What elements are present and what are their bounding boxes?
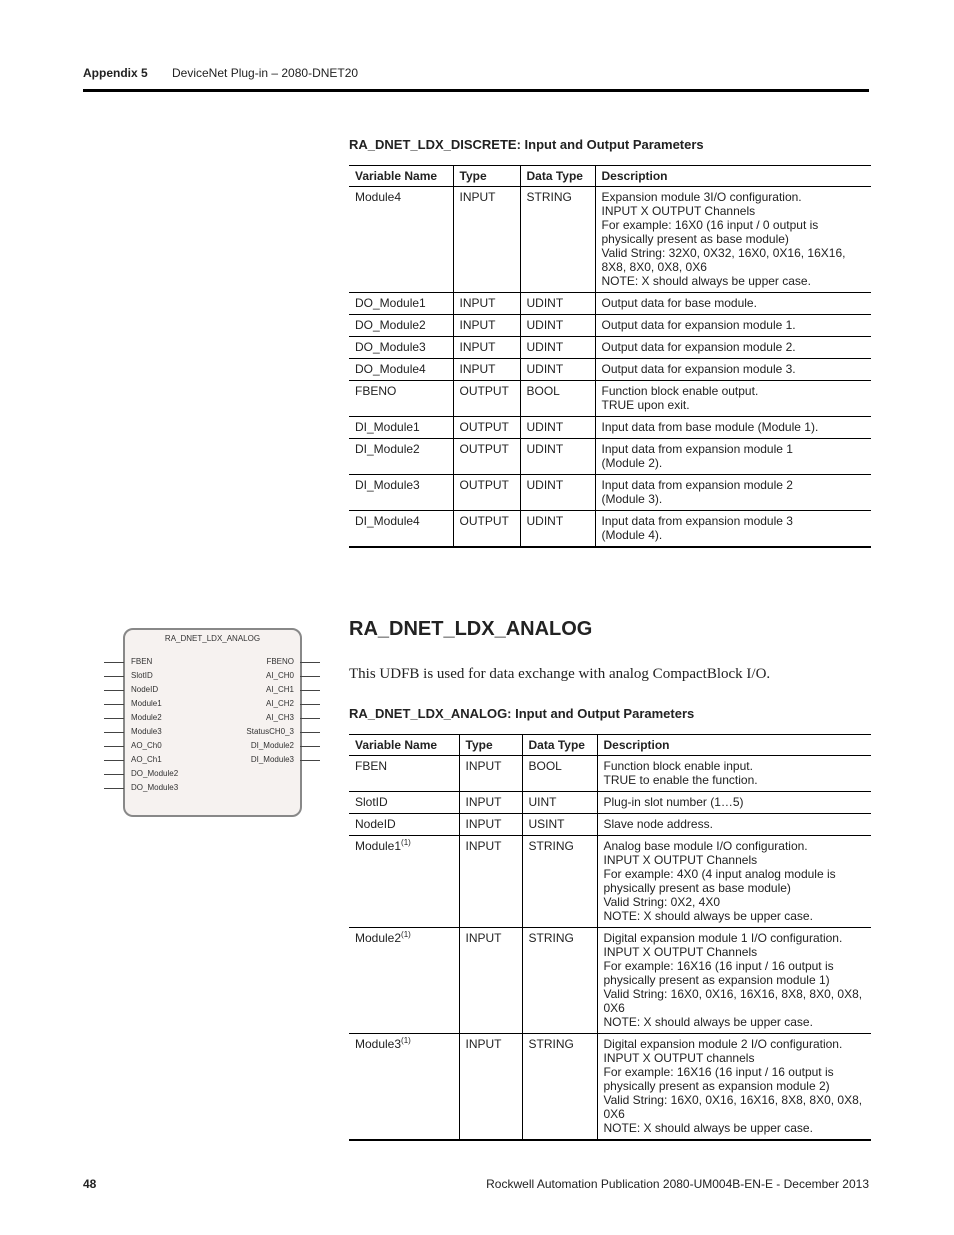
input-pin-line — [104, 788, 124, 789]
description-cell — [595, 417, 871, 439]
description-line: NOTE: X should always be upper case. — [603, 1121, 813, 1135]
data-type-cell: STRING — [520, 187, 595, 293]
variable-name-cell — [349, 337, 453, 359]
type-cell: INPUT — [459, 756, 522, 792]
column-header: Type — [459, 735, 522, 756]
description-line: Function block enable input. — [603, 759, 753, 773]
variable-name: DI_Module4 — [355, 514, 420, 528]
table-row — [349, 1034, 871, 1141]
table-row — [349, 928, 871, 1034]
input-pin-label: DO_Module3 — [131, 783, 179, 792]
description-cell — [595, 511, 871, 548]
input-pin-label: Module3 — [131, 727, 162, 736]
data-type-cell: UDINT — [520, 359, 595, 381]
header-rule — [83, 89, 869, 92]
description-line: Output data for expansion module 2. — [601, 340, 796, 354]
input-pin-label: AO_Ch1 — [131, 755, 162, 764]
variable-name-cell — [349, 417, 453, 439]
variable-name: DO_Module1 — [355, 296, 426, 310]
table-row — [349, 756, 871, 792]
variable-name: FBENO — [355, 384, 397, 398]
variable-name: DI_Module3 — [355, 478, 420, 492]
description-line: For example: 16X16 (16 input / 16 output is physically present as expansion module 1) — [603, 959, 834, 987]
description-line: Slave node address. — [603, 817, 713, 831]
description-line: INPUT X OUTPUT Channels — [603, 945, 758, 959]
description-cell — [595, 475, 871, 511]
section-title: RA_DNET_LDX_ANALOG — [349, 618, 593, 640]
description-cell — [595, 337, 871, 359]
footnote-ref: (1) — [401, 838, 411, 847]
description-line: Input data from expansion module 3 — [601, 514, 793, 528]
description-line: NOTE: X should always be upper case. — [603, 1015, 813, 1029]
description-line: (Module 4). — [601, 528, 663, 542]
data-type-cell: UDINT — [520, 417, 595, 439]
output-pin-label: AI_CH3 — [265, 713, 294, 722]
description-line: Input data from expansion module 1 — [601, 442, 793, 456]
variable-name: Module2 — [355, 931, 402, 945]
variable-name-cell — [349, 381, 453, 417]
description-line: For example: 16X16 (16 input / 16 output is physically present as expansion module 2) — [603, 1065, 834, 1093]
description-cell — [597, 756, 871, 792]
type-cell: INPUT — [453, 315, 520, 337]
variable-name: DO_Module4 — [355, 362, 426, 376]
output-pin-label: DI_Module2 — [250, 741, 294, 750]
variable-name-cell — [349, 315, 453, 337]
data-type-cell: UDINT — [520, 293, 595, 315]
description-line: Output data for expansion module 1. — [601, 318, 796, 332]
table-row — [349, 417, 871, 439]
description-line: Expansion module 3I/O configuration. — [601, 190, 802, 204]
header-title: DeviceNet Plug-in – 2080-DNET20 — [172, 66, 359, 80]
description-cell — [595, 359, 871, 381]
variable-name: Module1 — [355, 839, 402, 853]
type-cell: OUTPUT — [453, 475, 520, 511]
description-line: Valid String: 16X0, 0X16, 16X16, 8X8, 8X0, 0X8, 0X6 — [603, 1093, 863, 1121]
description-line: For example: 16X0 (16 input / 0 output is physically present as base module) — [601, 218, 819, 246]
variable-name: Module3 — [355, 1037, 402, 1051]
description-cell — [597, 1034, 871, 1141]
output-pin-line — [300, 732, 320, 733]
data-type-cell: UDINT — [520, 315, 595, 337]
column-header: Description — [597, 735, 871, 756]
description-cell — [595, 293, 871, 315]
variable-name-cell — [349, 359, 453, 381]
input-pin-line — [104, 676, 124, 677]
description-line: Function block enable output. — [601, 384, 759, 398]
data-type-cell: UDINT — [520, 475, 595, 511]
description-cell — [597, 928, 871, 1034]
variable-name-cell — [349, 475, 453, 511]
output-pin-line — [300, 676, 320, 677]
output-pin-line — [300, 746, 320, 747]
variable-name-cell — [349, 1034, 459, 1141]
description-line: INPUT X OUTPUT Channels — [603, 853, 758, 867]
input-pin-line — [104, 718, 124, 719]
variable-name-cell — [349, 511, 453, 548]
table-row — [349, 315, 871, 337]
table-row — [349, 293, 871, 315]
input-pin-label: FBEN — [131, 657, 153, 666]
table-row — [349, 187, 871, 293]
output-pin-line — [300, 690, 320, 691]
variable-name-cell — [349, 814, 459, 836]
type-cell: INPUT — [459, 1034, 522, 1141]
data-type-cell: STRING — [522, 1034, 597, 1141]
input-pin-line — [104, 704, 124, 705]
description-cell — [597, 792, 871, 814]
description-line: (Module 3). — [601, 492, 663, 506]
variable-name: FBEN — [355, 759, 388, 773]
description-line: For example: 4X0 (4 input analog module is physically present as base module) — [603, 867, 836, 895]
input-pin-line — [104, 732, 124, 733]
type-cell: INPUT — [459, 836, 522, 928]
variable-name: DO_Module2 — [355, 318, 426, 332]
type-cell: INPUT — [453, 293, 520, 315]
footnote-ref: (1) — [401, 1036, 411, 1045]
input-pin-line — [104, 746, 124, 747]
analog-parameters-table — [349, 734, 871, 1141]
type-cell: INPUT — [459, 814, 522, 836]
description-line: INPUT X OUTPUT channels — [603, 1051, 755, 1065]
table-row — [349, 359, 871, 381]
description-line: TRUE upon exit. — [601, 398, 690, 412]
description-line: Digital expansion module 2 I/O configuration. — [603, 1037, 843, 1051]
table-row — [349, 439, 871, 475]
variable-name-cell — [349, 293, 453, 315]
output-pin-label: DI_Module3 — [250, 755, 294, 764]
description-cell — [597, 814, 871, 836]
description-line: Valid String: 16X0, 0X16, 16X16, 8X8, 8X0, 0X8, 0X6 — [603, 987, 863, 1015]
data-type-cell: UDINT — [520, 337, 595, 359]
input-pin-line — [104, 760, 124, 761]
function-block-title: RA_DNET_LDX_ANALOG — [164, 634, 261, 643]
function-block-diagram — [123, 628, 302, 817]
variable-name: DI_Module1 — [355, 420, 420, 434]
input-pin-line — [104, 690, 124, 691]
publication-info: Rockwell Automation Publication 2080-UM004B-EN-E - December 2013 — [486, 1177, 869, 1191]
type-cell: OUTPUT — [453, 417, 520, 439]
description-line: INPUT X OUTPUT Channels — [601, 204, 756, 218]
table2-caption: RA_DNET_LDX_ANALOG: Input and Output Parameters — [349, 706, 695, 721]
table-row — [349, 475, 871, 511]
type-cell: INPUT — [453, 187, 520, 293]
output-pin-label: AI_CH1 — [265, 685, 294, 694]
input-pin-line — [104, 662, 124, 663]
data-type-cell: BOOL — [522, 756, 597, 792]
page-number: 48 — [83, 1177, 97, 1191]
description-line: NOTE: X should always be upper case. — [603, 909, 813, 923]
description-cell — [595, 439, 871, 475]
description-line: Output data for expansion module 3. — [601, 362, 796, 376]
discrete-parameters-table — [349, 165, 871, 548]
description-cell — [595, 315, 871, 337]
column-header: Data Type — [520, 166, 595, 187]
input-pin-label: NodeID — [131, 685, 159, 694]
output-pin-line — [300, 704, 320, 705]
variable-name-cell — [349, 792, 459, 814]
output-pin-label: AI_CH0 — [265, 671, 294, 680]
column-header: Type — [453, 166, 520, 187]
data-type-cell: STRING — [522, 836, 597, 928]
description-line: Input data from expansion module 2 — [601, 478, 793, 492]
appendix-label: Appendix 5 — [83, 66, 148, 80]
description-line: Valid String: 0X2, 4X0 — [603, 895, 721, 909]
description-line: Digital expansion module 1 I/O configuration. — [603, 931, 843, 945]
output-pin-label: FBENO — [266, 657, 294, 666]
type-cell: INPUT — [459, 792, 522, 814]
type-cell: OUTPUT — [453, 381, 520, 417]
variable-name-cell — [349, 439, 453, 475]
footnote-ref: (1) — [401, 930, 411, 939]
description-cell — [595, 187, 871, 293]
description-cell — [597, 836, 871, 928]
variable-name-cell — [349, 756, 459, 792]
output-pin-label: StatusCH0_3 — [246, 727, 294, 736]
description-line: NOTE: X should always be upper case. — [601, 274, 811, 288]
data-type-cell: UDINT — [520, 439, 595, 475]
column-header: Description — [595, 166, 871, 187]
description-line: Analog base module I/O configuration. — [603, 839, 808, 853]
description-line: Plug-in slot number (1…5) — [603, 795, 744, 809]
input-pin-label: DO_Module2 — [131, 769, 179, 778]
variable-name: DO_Module3 — [355, 340, 426, 354]
data-type-cell: UINT — [522, 792, 597, 814]
data-type-cell: STRING — [522, 928, 597, 1034]
description-line: TRUE to enable the function. — [603, 773, 758, 787]
table-row — [349, 337, 871, 359]
column-header: Variable Name — [349, 735, 459, 756]
table-row — [349, 792, 871, 814]
output-pin-line — [300, 760, 320, 761]
input-pin-line — [104, 774, 124, 775]
description-cell — [595, 381, 871, 417]
output-pin-line — [300, 718, 320, 719]
input-pin-label: Module2 — [131, 713, 162, 722]
input-pin-label: Module1 — [131, 699, 162, 708]
variable-name-cell — [349, 187, 453, 293]
data-type-cell: UDINT — [520, 511, 595, 548]
description-line: Output data for base module. — [601, 296, 757, 310]
description-line: Input data from base module (Module 1). — [601, 420, 819, 434]
variable-name: SlotID — [355, 795, 388, 809]
column-header: Data Type — [522, 735, 597, 756]
input-pin-label: AO_Ch0 — [131, 741, 162, 750]
data-type-cell: USINT — [522, 814, 597, 836]
description-line: Valid String: 32X0, 0X32, 16X0, 0X16, 16X16, 8X8, 8X0, 0X8, 0X6 — [601, 246, 846, 274]
table-row — [349, 836, 871, 928]
type-cell: OUTPUT — [453, 439, 520, 475]
type-cell: INPUT — [453, 359, 520, 381]
table-row — [349, 814, 871, 836]
table-row — [349, 381, 871, 417]
variable-name: Module4 — [355, 190, 402, 204]
table-row — [349, 511, 871, 548]
variable-name: NodeID — [355, 817, 396, 831]
output-pin-line — [300, 662, 320, 663]
variable-name-cell — [349, 928, 459, 1034]
description-line: (Module 2). — [601, 456, 663, 470]
input-pin-label: SlotID — [131, 671, 153, 680]
section-intro: This UDFB is used for data exchange with analog CompactBlock I/O. — [349, 666, 771, 682]
variable-name: DI_Module2 — [355, 442, 420, 456]
variable-name-cell — [349, 836, 459, 928]
type-cell: INPUT — [453, 337, 520, 359]
type-cell: OUTPUT — [453, 511, 520, 548]
type-cell: INPUT — [459, 928, 522, 1034]
column-header: Variable Name — [349, 166, 453, 187]
table1-caption: RA_DNET_LDX_DISCRETE: Input and Output Parameters — [349, 137, 704, 152]
output-pin-label: AI_CH2 — [265, 699, 294, 708]
data-type-cell: BOOL — [520, 381, 595, 417]
running-header — [83, 66, 359, 80]
